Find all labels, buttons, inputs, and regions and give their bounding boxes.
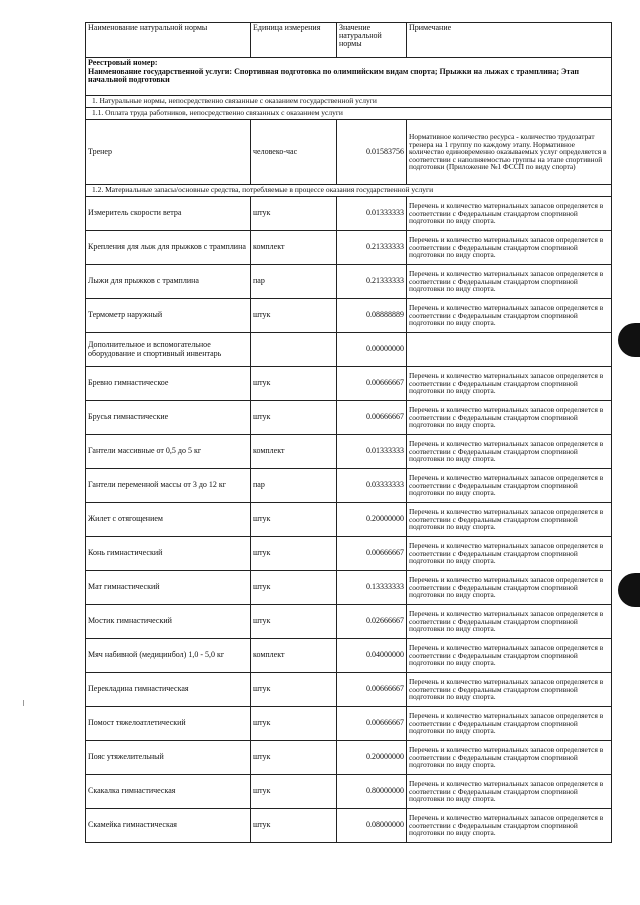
item-note: Перечень и количество материальных запасов определяется в соответствии с Федеральным стандартом спортивной подготовки по виду спорта.: [407, 299, 612, 333]
item-value: 0.00666667: [337, 537, 407, 571]
registry-cell: [86, 58, 612, 96]
item-unit: комплект: [251, 639, 337, 673]
item-note: Перечень и количество материальных запасов определяется в соответствии с Федеральным стандартом спортивной подготовки по виду спорта.: [407, 639, 612, 673]
item-unit: штук: [251, 537, 337, 571]
item-note: Перечень и количество материальных запасов определяется в соответствии с Федеральным стандартом спортивной подготовки по виду спорта.: [407, 605, 612, 639]
item-unit: пар: [251, 469, 337, 503]
table-row: [86, 775, 612, 809]
item-unit: штук: [251, 367, 337, 401]
item-value: 0.00666667: [337, 367, 407, 401]
item-name: Мостик гимнастический: [86, 605, 251, 639]
item-note: Перечень и количество материальных запасов определяется в соответствии с Федеральным стандартом спортивной подготовки по виду спорта.: [407, 571, 612, 605]
item-note: Перечень и количество материальных запасов определяется в соответствии с Федеральным стандартом спортивной подготовки по виду спорта.: [407, 367, 612, 401]
section-row: [86, 185, 612, 197]
table-row: [86, 809, 612, 843]
header-unit: Единица измерения: [251, 23, 337, 58]
norms-table: [85, 22, 612, 843]
item-unit: штук: [251, 775, 337, 809]
trainer-note: Нормативное количество ресурса - количество трудозатрат тренера на 1 группу по каждому этапу. Нормативное количество единовременно оказываемых услуг определяется в соответствии с наполняемостью группы на этапе спортивной подготовки (Приложение №1 ФССП по виду спорта): [407, 120, 612, 185]
item-unit: штук: [251, 809, 337, 843]
table-row: [86, 639, 612, 673]
item-unit: комплект: [251, 231, 337, 265]
item-unit: штук: [251, 605, 337, 639]
table-row: [86, 707, 612, 741]
item-name: Дополнительное и вспомогательное оборудование и спортивный инвентарь: [86, 333, 251, 367]
item-name: Мяч набивной (медицинбол) 1,0 - 5,0 кг: [86, 639, 251, 673]
table-row: [86, 120, 612, 185]
item-note: Перечень и количество материальных запасов определяется в соответствии с Федеральным стандартом спортивной подготовки по виду спорта.: [407, 707, 612, 741]
punch-hole-mark: [618, 573, 640, 607]
item-value: 0.21333333: [337, 231, 407, 265]
service-name: Наименование государственной услуги: Спортивная подготовка по олимпийским видам спорта; Прыжки на лыжах с трамплина; Этап начальной подготовки: [88, 66, 580, 84]
item-name: Перекладина гимнастическая: [86, 673, 251, 707]
header-value: Значение натуральной нормы: [337, 23, 407, 58]
section-1-1-title: 1.1. Оплата труда работников, непосредственно связанных с оказанием услуги: [86, 108, 612, 120]
item-unit: пар: [251, 265, 337, 299]
table-row: [86, 537, 612, 571]
item-note: Перечень и количество материальных запасов определяется в соответствии с Федеральным стандартом спортивной подготовки по виду спорта.: [407, 469, 612, 503]
table-row: [86, 197, 612, 231]
item-name: Гантели переменной массы от 3 до 12 кг: [86, 469, 251, 503]
item-name: Гантели массивные от 0,5 до 5 кг: [86, 435, 251, 469]
section-1-title: 1. Натуральные нормы, непосредственно связанные с оказанием государственной услуги: [86, 96, 612, 108]
item-value: 0.20000000: [337, 741, 407, 775]
trainer-value: 0.01583756: [337, 120, 407, 185]
item-note: Перечень и количество материальных запасов определяется в соответствии с Федеральным стандартом спортивной подготовки по виду спорта.: [407, 741, 612, 775]
item-note: Перечень и количество материальных запасов определяется в соответствии с Федеральным стандартом спортивной подготовки по виду спорта.: [407, 435, 612, 469]
item-note: Перечень и количество материальных запасов определяется в соответствии с Федеральным стандартом спортивной подготовки по виду спорта.: [407, 673, 612, 707]
section-row: [86, 96, 612, 108]
item-value: 0.08888889: [337, 299, 407, 333]
item-name: Пояс утяжелительный: [86, 741, 251, 775]
item-value: 0.04000000: [337, 639, 407, 673]
table-row: [86, 435, 612, 469]
item-unit: штук: [251, 741, 337, 775]
item-name: Бревно гимнастическое: [86, 367, 251, 401]
item-name: Мат гимнастический: [86, 571, 251, 605]
item-unit: [251, 333, 337, 367]
item-note: Перечень и количество материальных запасов определяется в соответствии с Федеральным стандартом спортивной подготовки по виду спорта.: [407, 809, 612, 843]
table-row: [86, 401, 612, 435]
table-row: [86, 673, 612, 707]
item-name: Измеритель скорости ветра: [86, 197, 251, 231]
item-name: Скамейка гимнастическая: [86, 809, 251, 843]
item-name: Брусья гимнастические: [86, 401, 251, 435]
item-note: Перечень и количество материальных запасов определяется в соответствии с Федеральным стандартом спортивной подготовки по виду спорта.: [407, 265, 612, 299]
table-row: [86, 741, 612, 775]
item-unit: штук: [251, 707, 337, 741]
registry-number-label: Реестровый номер:: [88, 58, 158, 67]
item-name: Помост тяжелоатлетический: [86, 707, 251, 741]
item-unit: штук: [251, 299, 337, 333]
item-unit: штук: [251, 401, 337, 435]
item-value: 0.01333333: [337, 197, 407, 231]
item-value: 0.00000000: [337, 333, 407, 367]
table-row: [86, 299, 612, 333]
item-value: 0.20000000: [337, 503, 407, 537]
item-unit: штук: [251, 673, 337, 707]
item-unit: комплект: [251, 435, 337, 469]
item-note: Перечень и количество материальных запасов определяется в соответствии с Федеральным стандартом спортивной подготовки по виду спорта.: [407, 197, 612, 231]
item-note: Перечень и количество материальных запасов определяется в соответствии с Федеральным стандартом спортивной подготовки по виду спорта.: [407, 775, 612, 809]
item-name: Конь гимнастический: [86, 537, 251, 571]
item-name: Термометр наружный: [86, 299, 251, 333]
section-1-2-title: 1.2. Материальные запасы/основные средства, потребляемые в процессе оказания государственной услуги: [86, 185, 612, 197]
item-unit: штук: [251, 503, 337, 537]
item-value: 0.21333333: [337, 265, 407, 299]
table-row: [86, 367, 612, 401]
table-row: [86, 333, 612, 367]
item-value: 0.08000000: [337, 809, 407, 843]
item-note: [407, 333, 612, 367]
registry-row: [86, 58, 612, 96]
item-value: 0.80000000: [337, 775, 407, 809]
table-row: [86, 231, 612, 265]
item-note: Перечень и количество материальных запасов определяется в соответствии с Федеральным стандартом спортивной подготовки по виду спорта.: [407, 231, 612, 265]
table-row: [86, 469, 612, 503]
item-value: 0.01333333: [337, 435, 407, 469]
item-note: Перечень и количество материальных запасов определяется в соответствии с Федеральным стандартом спортивной подготовки по виду спорта.: [407, 537, 612, 571]
item-value: 0.00666667: [337, 673, 407, 707]
item-name: Жилет с отягощением: [86, 503, 251, 537]
trainer-unit: человеко-час: [251, 120, 337, 185]
header-norm-name: Наименование натуральной нормы: [86, 23, 251, 58]
item-name: Скакалка гимнастическая: [86, 775, 251, 809]
section-row: [86, 108, 612, 120]
trainer-name: Тренер: [86, 120, 251, 185]
table-row: [86, 265, 612, 299]
item-name: Лыжи для прыжков с трамплина: [86, 265, 251, 299]
item-value: 0.00666667: [337, 707, 407, 741]
table-row: [86, 503, 612, 537]
item-unit: штук: [251, 197, 337, 231]
item-value: 0.13333333: [337, 571, 407, 605]
table-row: [86, 571, 612, 605]
item-note: Перечень и количество материальных запасов определяется в соответствии с Федеральным стандартом спортивной подготовки по виду спорта.: [407, 503, 612, 537]
header-note: Примечание: [407, 23, 612, 58]
table-row: [86, 605, 612, 639]
scan-margin-mark: [23, 700, 24, 706]
table-header-row: [86, 23, 612, 58]
item-value: 0.03333333: [337, 469, 407, 503]
item-value: 0.02666667: [337, 605, 407, 639]
item-name: Крепления для лыж для прыжков с трамплина: [86, 231, 251, 265]
item-note: Перечень и количество материальных запасов определяется в соответствии с Федеральным стандартом спортивной подготовки по виду спорта.: [407, 401, 612, 435]
item-unit: штук: [251, 571, 337, 605]
punch-hole-mark: [618, 323, 640, 357]
item-value: 0.00666667: [337, 401, 407, 435]
